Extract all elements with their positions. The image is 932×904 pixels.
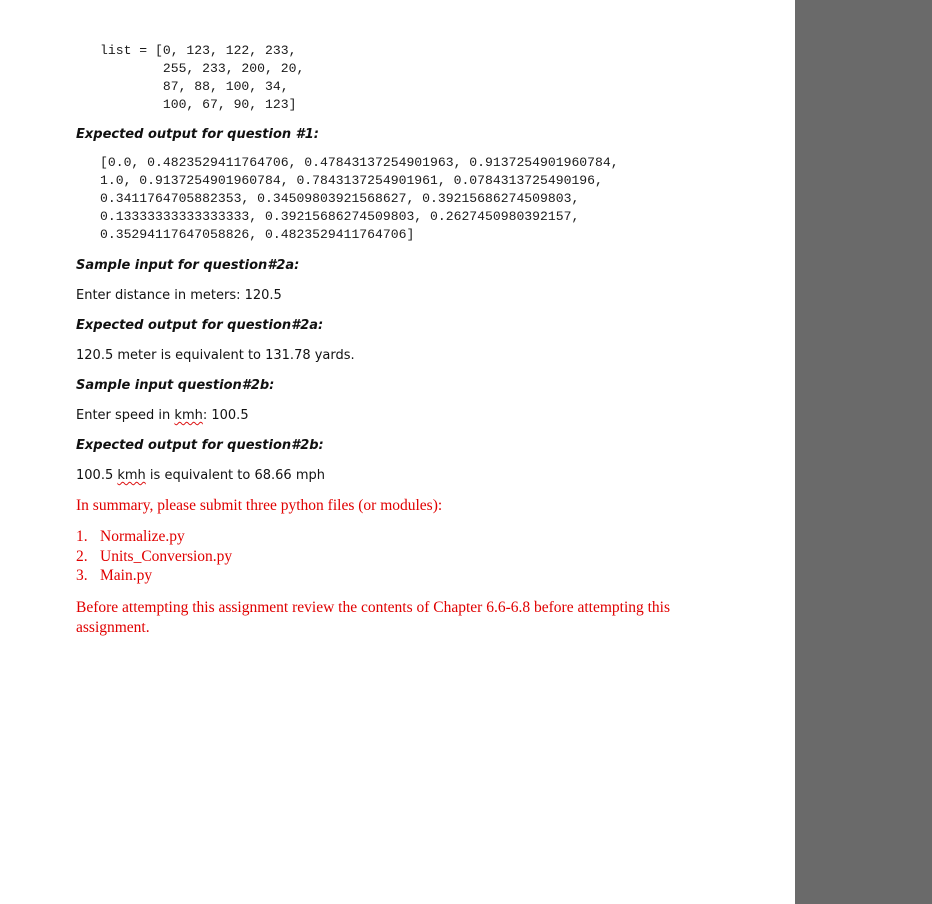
text-segment: Enter speed in <box>76 408 175 423</box>
closing-paragraph: Before attempting this assignment review the contents of Chapter 6.6-6.8 before attempting this assignment. <box>76 599 671 636</box>
q2b-sample-input-text <box>76 408 249 423</box>
list-number: 3. <box>76 567 88 584</box>
summary-paragraph: In summary, please submit three python files (or modules): <box>76 497 443 514</box>
code-line: 0.35294117647058826, 0.4823529411764706] <box>100 227 415 242</box>
q2b-expected-output-heading: Expected output for question#2b: <box>76 438 324 453</box>
file-list-item <box>76 528 185 546</box>
document-gutter <box>795 0 932 904</box>
list-number: 2. <box>76 548 88 565</box>
spellcheck-flagged-word[interactable]: kmh <box>174 408 203 423</box>
q2b-sample-input-heading: Sample input question#2b: <box>76 378 275 393</box>
file-name: Normalize.py <box>100 528 185 545</box>
text-segment: 100.5 <box>76 468 118 483</box>
q2a-expected-output-text: 120.5 meter is equivalent to 131.78 yards. <box>76 348 355 363</box>
q1-expected-output-heading: Expected output for question #1: <box>76 127 319 142</box>
text-segment: : 100.5 <box>202 408 249 423</box>
spellcheck-flagged-word[interactable]: kmh <box>117 468 146 483</box>
code-line: [0.0, 0.4823529411764706, 0.47843137254901963, 0.9137254901960784, <box>100 155 619 170</box>
code-line: 100, 67, 90, 123] <box>100 97 297 112</box>
file-list-item <box>76 567 152 585</box>
q2a-sample-input-heading: Sample input for question#2a: <box>76 258 300 273</box>
code-line: 0.3411764705882353, 0.34509803921568627, 0.39215686274509803, <box>100 191 580 206</box>
code-line: 1.0, 0.9137254901960784, 0.7843137254901961, 0.0784313725490196, <box>100 173 603 188</box>
file-name: Units_Conversion.py <box>100 548 233 565</box>
code-block-list-input <box>100 42 304 114</box>
list-number: 1. <box>76 528 88 545</box>
q2a-sample-input-text: Enter distance in meters: 120.5 <box>76 288 282 303</box>
file-list-item <box>76 548 232 566</box>
code-line: 0.13333333333333333, 0.39215686274509803, 0.2627450980392157, <box>100 209 580 224</box>
code-line: list = [0, 123, 122, 233, <box>100 43 297 58</box>
q2a-expected-output-heading: Expected output for question#2a: <box>76 318 324 333</box>
code-line: 255, 233, 200, 20, <box>100 61 305 76</box>
code-block-q1-output <box>100 154 619 244</box>
text-segment: is equivalent to 68.66 mph <box>145 468 325 483</box>
code-line: 87, 88, 100, 34, <box>100 79 289 94</box>
q2b-expected-output-text <box>76 468 325 483</box>
file-name: Main.py <box>100 567 153 584</box>
